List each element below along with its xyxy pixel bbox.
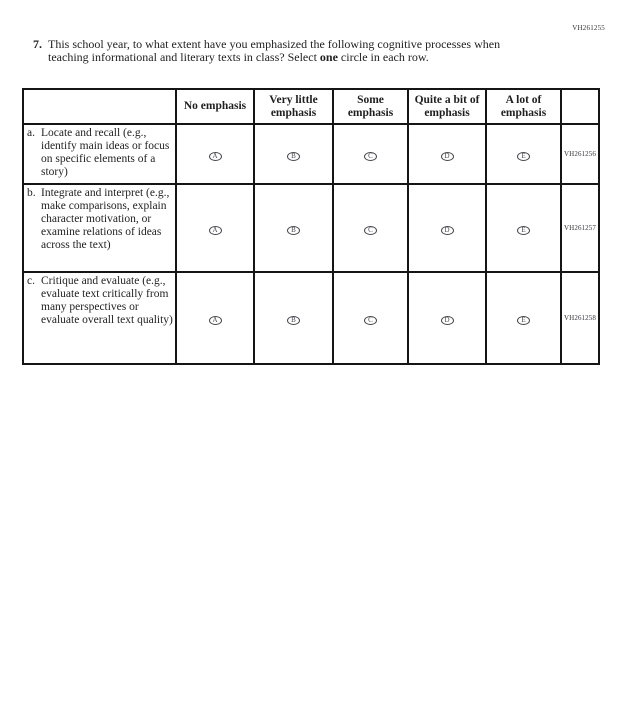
header-empty-code bbox=[561, 89, 599, 124]
answer-cell bbox=[254, 184, 333, 272]
header-quite-a-bit-emphasis: Quite a bit of emphasis bbox=[408, 89, 486, 124]
circle-letter: E bbox=[521, 226, 526, 234]
circle-letter: D bbox=[444, 152, 450, 160]
circle-letter: A bbox=[212, 226, 218, 234]
question-text-after: circle in each row. bbox=[337, 50, 429, 65]
answer-circle-e[interactable] bbox=[517, 316, 530, 325]
row-id-code: VH261258 bbox=[561, 272, 599, 364]
answer-circle-c[interactable] bbox=[364, 316, 377, 325]
circle-letter: C bbox=[368, 152, 373, 160]
circle-letter: B bbox=[291, 152, 296, 160]
circle-letter: E bbox=[521, 316, 526, 324]
circle-letter: C bbox=[368, 316, 373, 324]
answer-circle-d[interactable] bbox=[441, 152, 454, 161]
answer-circle-d[interactable] bbox=[441, 226, 454, 235]
circle-letter: C bbox=[368, 226, 373, 234]
answer-cell bbox=[486, 272, 561, 364]
question-number: 7. bbox=[33, 37, 42, 51]
answer-cell bbox=[176, 184, 254, 272]
row-text: Locate and recall (e.g., identify main ideas or focus on specific elements of a story) bbox=[41, 127, 170, 178]
row-letter: c. bbox=[27, 275, 35, 287]
answer-circle-b[interactable] bbox=[287, 152, 300, 161]
answer-circle-a[interactable] bbox=[209, 152, 222, 161]
header-a-lot-emphasis: A lot of emphasis bbox=[486, 89, 561, 124]
answer-cell bbox=[176, 124, 254, 184]
row-id-code: VH261256 bbox=[561, 124, 599, 184]
answer-cell bbox=[333, 124, 408, 184]
answer-circle-a[interactable] bbox=[209, 226, 222, 235]
circle-letter: D bbox=[444, 226, 450, 234]
circle-letter: B bbox=[291, 226, 296, 234]
circle-letter: E bbox=[521, 152, 526, 160]
answer-circle-d[interactable] bbox=[441, 316, 454, 325]
header-row bbox=[23, 89, 599, 124]
answer-cell bbox=[254, 124, 333, 184]
answer-circle-a[interactable] bbox=[209, 316, 222, 325]
table-row-a bbox=[23, 124, 599, 184]
row-stem bbox=[23, 184, 176, 272]
answer-cell bbox=[333, 272, 408, 364]
answer-circle-e[interactable] bbox=[517, 152, 530, 161]
page-id-code: VH261255 bbox=[572, 24, 605, 32]
answer-cell bbox=[408, 272, 486, 364]
table-row-b bbox=[23, 184, 599, 272]
answer-cell bbox=[408, 124, 486, 184]
header-very-little-emphasis: Very little emphasis bbox=[254, 89, 333, 124]
answer-cell bbox=[176, 272, 254, 364]
row-stem bbox=[23, 272, 176, 364]
answer-circle-b[interactable] bbox=[287, 226, 300, 235]
table-row-c bbox=[23, 272, 599, 364]
question-text-bold: one bbox=[319, 50, 338, 65]
row-text: Integrate and interpret (e.g., make comparisons, explain character motivation, or examine relations of ideas across the text) bbox=[41, 187, 170, 251]
answer-circle-c[interactable] bbox=[364, 152, 377, 161]
header-empty-stem bbox=[23, 89, 176, 124]
row-letter: b. bbox=[27, 187, 36, 199]
answer-cell bbox=[408, 184, 486, 272]
header-no-emphasis: No emphasis bbox=[176, 89, 254, 124]
answer-circle-c[interactable] bbox=[364, 226, 377, 235]
answer-cell bbox=[254, 272, 333, 364]
answer-cell bbox=[333, 184, 408, 272]
row-stem bbox=[23, 124, 176, 184]
circle-letter: A bbox=[212, 152, 218, 160]
row-id-code: VH261257 bbox=[561, 184, 599, 272]
row-letter: a. bbox=[27, 127, 35, 139]
answer-cell bbox=[486, 184, 561, 272]
header-some-emphasis: Some emphasis bbox=[333, 89, 408, 124]
answer-circle-e[interactable] bbox=[517, 226, 530, 235]
question-text-before: This school year, to what extent have you emphasized the following cognitive processes when teaching informational and literary texts in class? Select bbox=[48, 37, 501, 65]
response-grid-table bbox=[22, 88, 600, 365]
circle-letter: D bbox=[444, 316, 450, 324]
question-block bbox=[33, 38, 543, 65]
answer-cell bbox=[486, 124, 561, 184]
question-text bbox=[48, 38, 543, 65]
answer-circle-b[interactable] bbox=[287, 316, 300, 325]
row-text: Critique and evaluate (e.g., evaluate text critically from many perspectives or evaluate overall text quality) bbox=[41, 275, 173, 326]
circle-letter: A bbox=[212, 316, 218, 324]
circle-letter: B bbox=[291, 316, 296, 324]
